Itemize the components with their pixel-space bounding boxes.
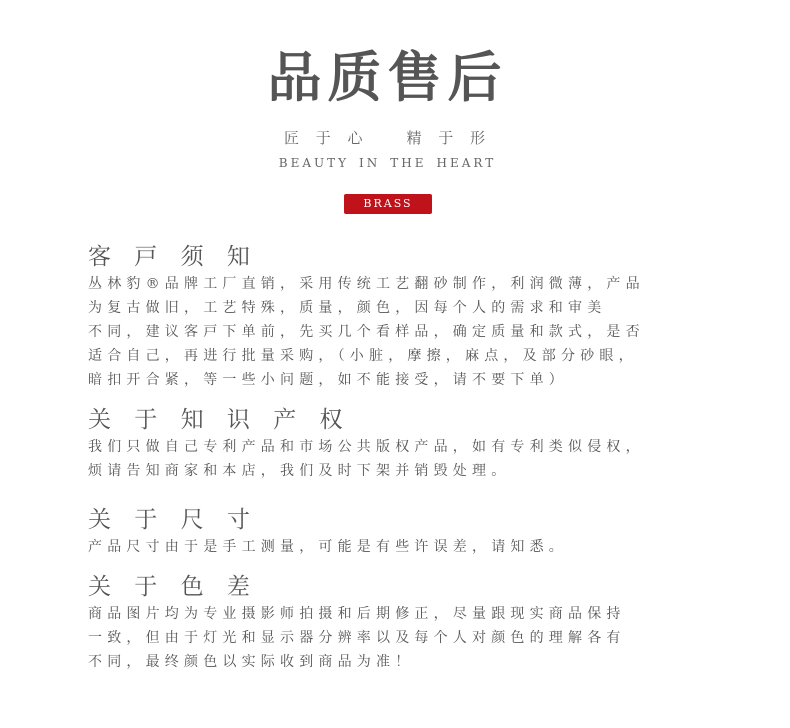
tagline-en-word: HEART <box>436 156 497 170</box>
section-heading: 客 戸 须 知 <box>88 244 258 270</box>
section-heading: 关 于 尺 寸 <box>88 507 258 533</box>
section-size <box>88 505 748 559</box>
section-color-difference <box>88 572 748 674</box>
paragraph-line: 产品尺寸由于是手工测量，可能是有些许误差，请知悉。 <box>88 539 568 555</box>
brand-badge: BRASS <box>344 194 432 214</box>
paragraph-line: 我们只做自己专利产品和市场公共版权产品，如有专利类似侵权， <box>88 439 645 455</box>
section-intellectual-property <box>88 405 748 483</box>
tagline-cn-left: 匠 于 心 <box>283 129 369 147</box>
paragraph-line: 不同，建议客戸下单前，先买几个看样品，确定质量和款式，是否 <box>88 324 645 340</box>
page-title: 品质售后 <box>267 45 508 109</box>
section-heading: 关 于 色 差 <box>88 574 258 600</box>
paragraph-line: 为复古做旧，工艺特殊，质量，颜色，因每个人的需求和审美 <box>88 300 607 316</box>
tagline-chinese <box>0 128 775 148</box>
paragraph-line: 适合自己，再进行批量采购，（小脏，摩擦，麻点，及部分砂眼， <box>88 348 638 364</box>
section-customer-notice <box>88 242 748 392</box>
tagline-english <box>0 155 775 171</box>
paragraph-line: 暗扣开合紧，等一些小问题，如不能接受，请不要下单） <box>88 372 568 388</box>
tagline-en-word: IN <box>359 156 381 170</box>
tagline-cn-right: 精 于 形 <box>406 129 492 147</box>
tagline-en-word: THE <box>390 156 427 170</box>
paragraph-line: 烦请告知商家和本店，我们及时下架并销毁处理。 <box>88 463 511 479</box>
paragraph-line: 商品图片均为专业摄影师拍摄和后期修正，尽量跟现实商品保持 <box>88 606 626 622</box>
paragraph-line: 丛林豹®品牌工厂直销，采用传统工艺翻砂制作，利润微薄，产品 <box>88 276 645 292</box>
paragraph-line: 一致，但由于灯光和显示器分辨率以及每个人对颜色的理解各有 <box>88 630 626 646</box>
tagline-en-word: BEAUTY <box>278 156 350 170</box>
paragraph-line: 不同，最终颜色以实际收到商品为准！ <box>88 654 415 670</box>
section-heading: 关 于 知 识 产 权 <box>88 407 351 433</box>
